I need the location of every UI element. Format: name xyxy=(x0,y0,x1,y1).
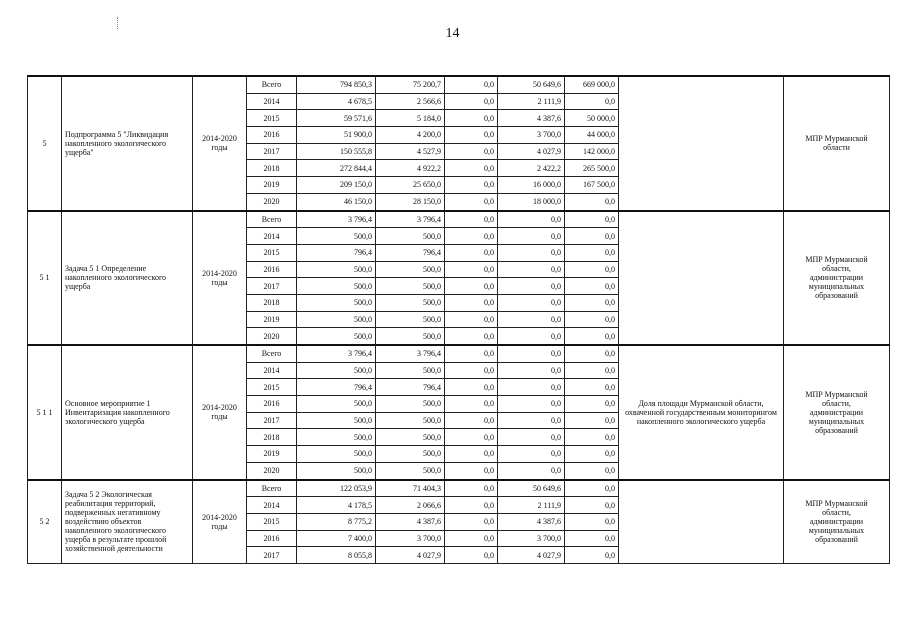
year-cell: 2016 xyxy=(247,396,297,413)
funding-value-cell: 0,0 xyxy=(498,429,565,446)
year-cell: 2018 xyxy=(247,429,297,446)
section-name: Задача 5 1 Определение накопленного экологического ущерба xyxy=(62,211,193,346)
funding-value-cell: 4 178,5 xyxy=(297,497,376,514)
funding-value-cell: 16 000,0 xyxy=(498,177,565,194)
funding-value-cell: 59 571,6 xyxy=(297,110,376,127)
funding-value-cell: 0,0 xyxy=(565,446,619,463)
section-name: Задача 5 2 Экологическая реабилитация территорий, подверженных негативному воздействию объектов накопленного экологического ущерба в результате прошлой хозяйственной деятельности xyxy=(62,480,193,564)
funding-value-cell: 4 027,9 xyxy=(498,143,565,160)
year-cell: 2015 xyxy=(247,244,297,261)
funding-value-cell: 0,0 xyxy=(445,429,498,446)
funding-value-cell: 0,0 xyxy=(565,211,619,228)
year-cell: 2014 xyxy=(247,497,297,514)
funding-value-cell: 3 700,0 xyxy=(498,530,565,547)
funding-value-cell: 4 387,6 xyxy=(376,513,445,530)
funding-value-cell: 500,0 xyxy=(376,294,445,311)
funding-value-cell: 500,0 xyxy=(297,311,376,328)
funding-value-cell: 796,4 xyxy=(297,244,376,261)
period-text: годы xyxy=(211,412,228,422)
funding-value-cell: 0,0 xyxy=(445,160,498,177)
funding-value-cell: 0,0 xyxy=(565,345,619,362)
funding-value-cell: 0,0 xyxy=(565,513,619,530)
funding-value-cell: 0,0 xyxy=(565,379,619,396)
executor-text: образований xyxy=(815,535,858,545)
funding-value-cell: 3 796,4 xyxy=(376,345,445,362)
year-cell: 2018 xyxy=(247,160,297,177)
funding-value-cell: 0,0 xyxy=(445,93,498,110)
executor-text: администрации xyxy=(809,273,864,283)
funding-value-cell: 50 649,6 xyxy=(498,76,565,93)
funding-value-cell: 8 775,2 xyxy=(297,513,376,530)
funding-value-cell: 500,0 xyxy=(297,462,376,479)
funding-value-cell: 0,0 xyxy=(565,311,619,328)
indicator-cell xyxy=(619,211,784,346)
program-funding-table xyxy=(27,75,890,564)
funding-value-cell: 0,0 xyxy=(445,177,498,194)
executor-text: образований xyxy=(815,425,858,435)
year-cell: 2020 xyxy=(247,462,297,479)
funding-value-cell: 500,0 xyxy=(376,462,445,479)
funding-value-cell: 0,0 xyxy=(498,462,565,479)
funding-value-cell: 0,0 xyxy=(498,261,565,278)
funding-value-cell: 8 055,8 xyxy=(297,547,376,564)
funding-value-cell: 5 184,0 xyxy=(376,110,445,127)
funding-value-cell: 0,0 xyxy=(445,513,498,530)
funding-value-cell: 4 387,6 xyxy=(498,110,565,127)
funding-value-cell: 3 796,4 xyxy=(376,211,445,228)
year-cell: Всего xyxy=(247,211,297,228)
period-text: годы xyxy=(211,143,228,153)
funding-value-cell: 4 027,9 xyxy=(376,547,445,564)
funding-value-cell: 0,0 xyxy=(565,396,619,413)
year-cell: 2017 xyxy=(247,278,297,295)
table-row xyxy=(28,211,890,228)
funding-value-cell: 4 387,6 xyxy=(498,513,565,530)
funding-value-cell: 0,0 xyxy=(565,244,619,261)
funding-value-cell: 500,0 xyxy=(376,311,445,328)
section-period xyxy=(193,211,247,346)
funding-value-cell: 50 000,0 xyxy=(565,110,619,127)
indicator-cell xyxy=(619,480,784,564)
funding-value-cell: 0,0 xyxy=(565,294,619,311)
funding-value-cell: 500,0 xyxy=(376,429,445,446)
year-cell: 2016 xyxy=(247,127,297,144)
year-cell: 2017 xyxy=(247,143,297,160)
funding-value-cell: 44 000,0 xyxy=(565,127,619,144)
executor-text: МПР Мурманской xyxy=(805,255,868,265)
period-text: 2014-2020 xyxy=(202,403,237,413)
funding-value-cell: 150 555,8 xyxy=(297,143,376,160)
funding-value-cell: 0,0 xyxy=(565,328,619,345)
funding-value-cell: 122 053,9 xyxy=(297,480,376,497)
funding-value-cell: 0,0 xyxy=(565,261,619,278)
funding-value-cell: 796,4 xyxy=(376,379,445,396)
funding-value-cell: 0,0 xyxy=(498,396,565,413)
section-name: Подпрограмма 5 "Ликвидация накопленного экологического ущерба" xyxy=(62,76,193,211)
funding-value-cell: 0,0 xyxy=(498,379,565,396)
funding-value-cell: 4 922,2 xyxy=(376,160,445,177)
table-body xyxy=(28,76,890,563)
funding-value-cell: 500,0 xyxy=(376,228,445,245)
year-cell: 2020 xyxy=(247,193,297,210)
executor-text: образований xyxy=(815,291,858,301)
funding-value-cell: 50 649,6 xyxy=(498,480,565,497)
funding-value-cell: 0,0 xyxy=(498,412,565,429)
funding-value-cell: 0,0 xyxy=(445,412,498,429)
executor-text: МПР Мурманской xyxy=(805,134,868,144)
funding-value-cell: 500,0 xyxy=(297,328,376,345)
funding-value-cell: 209 150,0 xyxy=(297,177,376,194)
funding-value-cell: 0,0 xyxy=(498,228,565,245)
funding-value-cell: 4 027,9 xyxy=(498,547,565,564)
funding-value-cell: 272 844,4 xyxy=(297,160,376,177)
funding-value-cell: 500,0 xyxy=(297,412,376,429)
executor-text: администрации xyxy=(809,407,864,417)
funding-value-cell: 51 900,0 xyxy=(297,127,376,144)
funding-value-cell: 0,0 xyxy=(445,396,498,413)
year-cell: 2019 xyxy=(247,311,297,328)
funding-value-cell: 500,0 xyxy=(376,396,445,413)
funding-value-cell: 0,0 xyxy=(445,345,498,362)
funding-value-cell: 2 111,9 xyxy=(498,497,565,514)
funding-value-cell: 500,0 xyxy=(376,328,445,345)
period-text: 2014-2020 xyxy=(202,134,237,144)
executor-cell xyxy=(784,345,890,480)
section-number: 5 1 xyxy=(28,211,62,346)
period-text: годы xyxy=(211,277,228,287)
executor-cell xyxy=(784,211,890,346)
funding-value-cell: 46 150,0 xyxy=(297,193,376,210)
year-cell: 2016 xyxy=(247,530,297,547)
funding-value-cell: 3 796,4 xyxy=(297,345,376,362)
period-text: 2014-2020 xyxy=(202,512,237,522)
section-period xyxy=(193,76,247,211)
period-text: 2014-2020 xyxy=(202,268,237,278)
funding-value-cell: 0,0 xyxy=(565,193,619,210)
year-cell: 2016 xyxy=(247,261,297,278)
funding-value-cell: 7 400,0 xyxy=(297,530,376,547)
funding-value-cell: 75 200,7 xyxy=(376,76,445,93)
funding-value-cell: 0,0 xyxy=(445,76,498,93)
executor-cell xyxy=(784,480,890,564)
section-period xyxy=(193,480,247,564)
funding-value-cell: 0,0 xyxy=(498,244,565,261)
year-cell: 2015 xyxy=(247,110,297,127)
executor-text: области, xyxy=(822,264,851,274)
funding-value-cell: 0,0 xyxy=(445,294,498,311)
funding-value-cell: 500,0 xyxy=(297,362,376,379)
funding-value-cell: 500,0 xyxy=(297,429,376,446)
executor-text: области, xyxy=(822,508,851,518)
executor-text: муниципальных xyxy=(808,526,865,536)
year-cell: 2017 xyxy=(247,412,297,429)
funding-value-cell: 0,0 xyxy=(565,412,619,429)
funding-value-cell: 4 678,5 xyxy=(297,93,376,110)
year-cell: 2014 xyxy=(247,228,297,245)
funding-value-cell: 0,0 xyxy=(498,211,565,228)
section-name: Основное мероприятие 1 Инвентаризация накопленного экологического ущерба xyxy=(62,345,193,480)
table-row xyxy=(28,345,890,362)
funding-value-cell: 71 404,3 xyxy=(376,480,445,497)
funding-value-cell: 500,0 xyxy=(376,446,445,463)
funding-value-cell: 0,0 xyxy=(445,193,498,210)
funding-value-cell: 3 700,0 xyxy=(498,127,565,144)
funding-value-cell: 0,0 xyxy=(445,261,498,278)
funding-value-cell: 4 200,0 xyxy=(376,127,445,144)
funding-value-cell: 0,0 xyxy=(498,311,565,328)
funding-value-cell: 794 850,3 xyxy=(297,76,376,93)
funding-value-cell: 0,0 xyxy=(445,530,498,547)
executor-text: МПР Мурманской xyxy=(805,499,868,509)
funding-value-cell: 0,0 xyxy=(565,462,619,479)
executor-text: муниципальных xyxy=(808,282,865,292)
funding-value-cell: 167 500,0 xyxy=(565,177,619,194)
funding-value-cell: 500,0 xyxy=(297,278,376,295)
year-cell: 2019 xyxy=(247,177,297,194)
funding-value-cell: 0,0 xyxy=(445,480,498,497)
funding-value-cell: 0,0 xyxy=(445,244,498,261)
page-number: 14 xyxy=(445,26,460,41)
funding-value-cell: 500,0 xyxy=(297,446,376,463)
funding-value-cell: 0,0 xyxy=(498,345,565,362)
funding-value-cell: 0,0 xyxy=(565,93,619,110)
year-cell: Всего xyxy=(247,76,297,93)
table-row xyxy=(28,76,890,93)
year-cell: 2018 xyxy=(247,294,297,311)
executor-text: МПР Мурманской xyxy=(805,389,868,399)
year-cell: 2020 xyxy=(247,328,297,345)
indicator-cell: Доля площади Мурманской области, охваченной государственным мониторингом накопленного экологического ущерба xyxy=(619,345,784,480)
executor-text: администрации xyxy=(809,517,864,527)
year-cell: 2019 xyxy=(247,446,297,463)
funding-value-cell: 669 000,0 xyxy=(565,76,619,93)
funding-value-cell: 500,0 xyxy=(297,261,376,278)
funding-value-cell: 18 000,0 xyxy=(498,193,565,210)
funding-value-cell: 265 500,0 xyxy=(565,160,619,177)
funding-value-cell: 2 111,9 xyxy=(498,93,565,110)
year-cell: 2014 xyxy=(247,93,297,110)
funding-value-cell: 0,0 xyxy=(445,497,498,514)
indicator-cell xyxy=(619,76,784,211)
funding-value-cell: 0,0 xyxy=(445,127,498,144)
funding-value-cell: 0,0 xyxy=(565,530,619,547)
funding-value-cell: 0,0 xyxy=(445,379,498,396)
funding-value-cell: 500,0 xyxy=(297,228,376,245)
funding-value-cell: 0,0 xyxy=(498,362,565,379)
funding-value-cell: 0,0 xyxy=(565,362,619,379)
funding-value-cell: 0,0 xyxy=(498,328,565,345)
funding-value-cell: 0,0 xyxy=(445,547,498,564)
period-text: годы xyxy=(211,521,228,531)
funding-value-cell: 0,0 xyxy=(565,480,619,497)
year-cell: Всего xyxy=(247,345,297,362)
funding-value-cell: 0,0 xyxy=(565,228,619,245)
funding-value-cell: 0,0 xyxy=(565,278,619,295)
funding-value-cell: 3 700,0 xyxy=(376,530,445,547)
funding-value-cell: 500,0 xyxy=(376,362,445,379)
funding-value-cell: 0,0 xyxy=(445,110,498,127)
year-cell: 2015 xyxy=(247,513,297,530)
funding-value-cell: 25 650,0 xyxy=(376,177,445,194)
funding-value-cell: 0,0 xyxy=(445,228,498,245)
funding-value-cell: 500,0 xyxy=(376,261,445,278)
funding-value-cell: 142 000,0 xyxy=(565,143,619,160)
executor-text: муниципальных xyxy=(808,416,865,426)
funding-value-cell: 2 422,2 xyxy=(498,160,565,177)
funding-value-cell: 2 066,6 xyxy=(376,497,445,514)
funding-value-cell: 0,0 xyxy=(498,294,565,311)
funding-value-cell: 0,0 xyxy=(445,328,498,345)
funding-value-cell: 0,0 xyxy=(565,547,619,564)
section-number: 5 2 xyxy=(28,480,62,564)
section-number: 5 xyxy=(28,76,62,211)
section-period xyxy=(193,345,247,480)
funding-value-cell: 0,0 xyxy=(565,497,619,514)
funding-value-cell: 0,0 xyxy=(445,311,498,328)
funding-value-cell: 500,0 xyxy=(297,396,376,413)
funding-value-cell: 0,0 xyxy=(445,211,498,228)
executor-text: области, xyxy=(822,398,851,408)
year-cell: 2014 xyxy=(247,362,297,379)
year-cell: 2017 xyxy=(247,547,297,564)
funding-value-cell: 4 527,9 xyxy=(376,143,445,160)
funding-value-cell: 28 150,0 xyxy=(376,193,445,210)
year-cell: Всего xyxy=(247,480,297,497)
funding-value-cell: 500,0 xyxy=(297,294,376,311)
funding-value-cell: 3 796,4 xyxy=(297,211,376,228)
funding-value-cell: 0,0 xyxy=(565,429,619,446)
table-row xyxy=(28,480,890,497)
funding-value-cell: 796,4 xyxy=(297,379,376,396)
funding-value-cell: 0,0 xyxy=(445,278,498,295)
funding-value-cell: 500,0 xyxy=(376,412,445,429)
funding-value-cell: 796,4 xyxy=(376,244,445,261)
funding-value-cell: 0,0 xyxy=(445,362,498,379)
funding-value-cell: 500,0 xyxy=(376,278,445,295)
year-cell: 2015 xyxy=(247,379,297,396)
funding-value-cell: 0,0 xyxy=(445,143,498,160)
funding-value-cell: 0,0 xyxy=(445,446,498,463)
section-number: 5 1 1 xyxy=(28,345,62,480)
funding-value-cell: 2 566,6 xyxy=(376,93,445,110)
funding-value-cell: 0,0 xyxy=(445,462,498,479)
executor-cell xyxy=(784,76,890,211)
executor-text: области xyxy=(823,143,850,153)
funding-value-cell: 0,0 xyxy=(498,278,565,295)
funding-value-cell: 0,0 xyxy=(498,446,565,463)
